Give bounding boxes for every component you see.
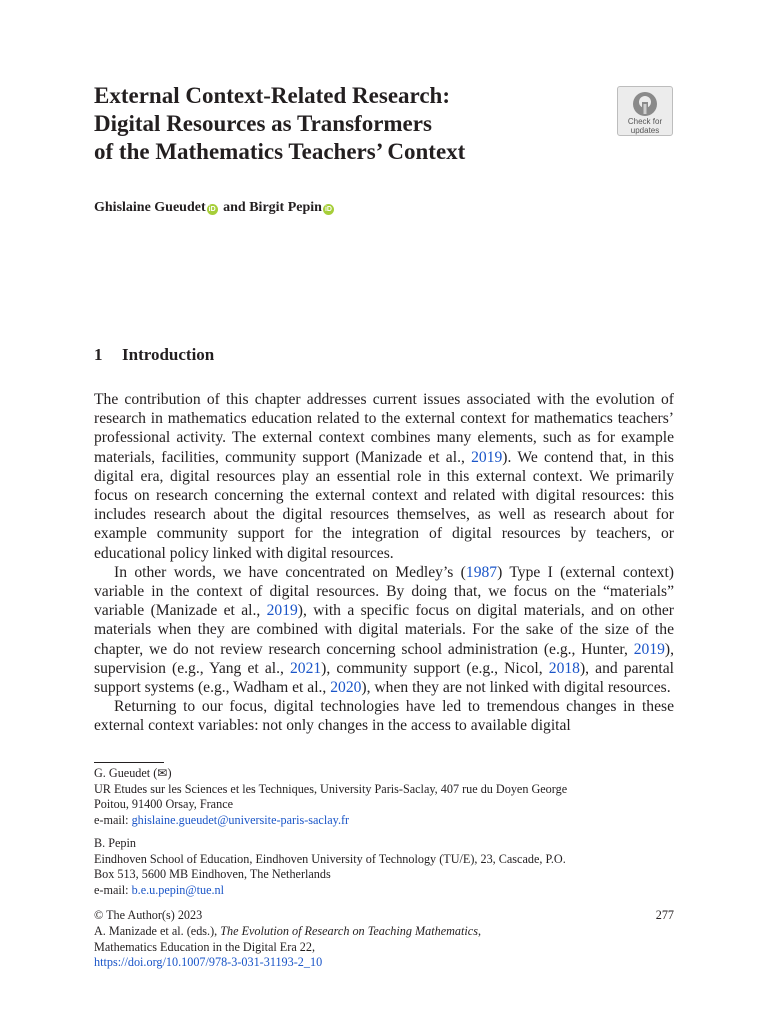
email-link[interactable]: b.e.u.pepin@tue.nl xyxy=(131,882,225,897)
author-pepin: Birgit Pepin xyxy=(249,200,322,215)
orcid-icon[interactable]: iD xyxy=(208,206,216,213)
series-line: Mathematics Education in the Digital Era 22, xyxy=(94,939,316,954)
author-line xyxy=(94,200,336,216)
affiliation-name: B. Pepin xyxy=(94,836,136,850)
affiliation-address-1: Eindhoven School of Education, Eindhoven University of Technology (TU/E), 23, Cascade, P.O. xyxy=(94,851,566,866)
citation-link[interactable]: 1987 xyxy=(465,563,498,581)
citation-link[interactable]: 2018 xyxy=(548,659,580,677)
title-line-3: of the Mathematics Teachers’ Context xyxy=(94,139,466,164)
citation-link[interactable]: 2021 xyxy=(289,659,322,677)
footnote-divider xyxy=(94,762,164,763)
envelope-icon[interactable]: ✉ xyxy=(157,766,168,780)
author-gueudet: Ghislaine Gueudet xyxy=(94,200,206,215)
title-line-2: Digital Resources as Transformers xyxy=(94,111,432,136)
citation-link[interactable]: 2019 xyxy=(266,602,298,620)
affiliation-address-1: UR Etudes sur les Sciences et les Techniques, University Paris-Saclay, 407 rue du Doyen George xyxy=(94,781,568,796)
affiliation-address-2: Box 513, 5600 MB Eindhoven, The Netherlands xyxy=(94,867,331,882)
page-number: 277 xyxy=(655,908,674,922)
paragraph-3: Returning to our focus, digital technologies have led to tremendous changes in these external context variables: not only changes in the access to available digital xyxy=(94,698,674,735)
citation-link[interactable]: 2020 xyxy=(330,679,362,697)
book-title: The Evolution of Research on Teaching Mathematics xyxy=(220,923,478,938)
section-heading xyxy=(94,345,214,365)
badge-label-2: updates xyxy=(630,126,660,135)
paragraph-2: In other words, we have concentrated on Medley’s (1987) Type I (external context) variable in the context of digital resources. By doing that, we focus on the “materials” variable (Manizade et al., 2019), with a specific focus on digital materials, and on other materials when they are combined with digital materials. For the sake of the size of the chapter, we do not review research concerning school administration (e.g., Hunter, 2019), supervision (e.g., Yang et al., 2021), community support (e.g., Nicol, 2018), and parental support systems (e.g., Wadham et al., 2020), when they are not linked with digital resources. xyxy=(94,563,675,697)
affiliation-gueudet xyxy=(94,766,674,828)
paragraph-1: The contribution of this chapter addresses current issues associated with the evolution of research in mathematics education related to the external context for mathematics teachers’ professional activity. The external context combines many elements, such as for example materials, facilities, community support (Manizade et al., 2019). We contend that, in this digital era, digital resources play an essential role in this external context. We primarily focus on research concerning the external context and related with digital resources: this includes research about the digital resources themselves, as well as research about for example community support for the integration of digital resources by teachers, or educational policy linked with digital resources. xyxy=(94,391,674,562)
author-connector: and xyxy=(219,200,250,215)
badge-label-1: Check for xyxy=(627,117,663,126)
email-label: e-mail: xyxy=(94,882,132,897)
email-link[interactable]: ghislaine.gueudet@universite-paris-saclay.fr xyxy=(131,812,350,827)
editors-end: , xyxy=(477,923,481,938)
chapter-title xyxy=(94,82,594,166)
orcid-icon[interactable]: iD xyxy=(324,206,332,213)
publication-info xyxy=(94,908,674,971)
affiliation-name: G. Gueudet ( xyxy=(94,766,158,780)
doi-link[interactable]: https://doi.org/10.1007/978-3-031-31193-2_10 xyxy=(94,955,323,970)
section-title: Introduction xyxy=(122,345,215,364)
citation-link[interactable]: 2019 xyxy=(471,448,503,466)
check-for-updates-badge[interactable] xyxy=(617,86,673,136)
body-text xyxy=(94,390,674,736)
section-number: 1 xyxy=(94,345,103,364)
editors: A. Manizade et al. (eds.), xyxy=(94,923,221,938)
email-label: e-mail: xyxy=(94,812,132,827)
crossmark-icon xyxy=(632,91,658,117)
title-line-1: External Context-Related Research: xyxy=(94,83,450,108)
copyright-line: © The Author(s) 2023 xyxy=(94,908,203,922)
affiliation-pepin xyxy=(94,836,674,898)
citation-link[interactable]: 2019 xyxy=(633,640,665,658)
affiliation-name-close: ) xyxy=(167,766,172,780)
affiliation-address-2: Poitou, 91400 Orsay, France xyxy=(94,797,234,812)
